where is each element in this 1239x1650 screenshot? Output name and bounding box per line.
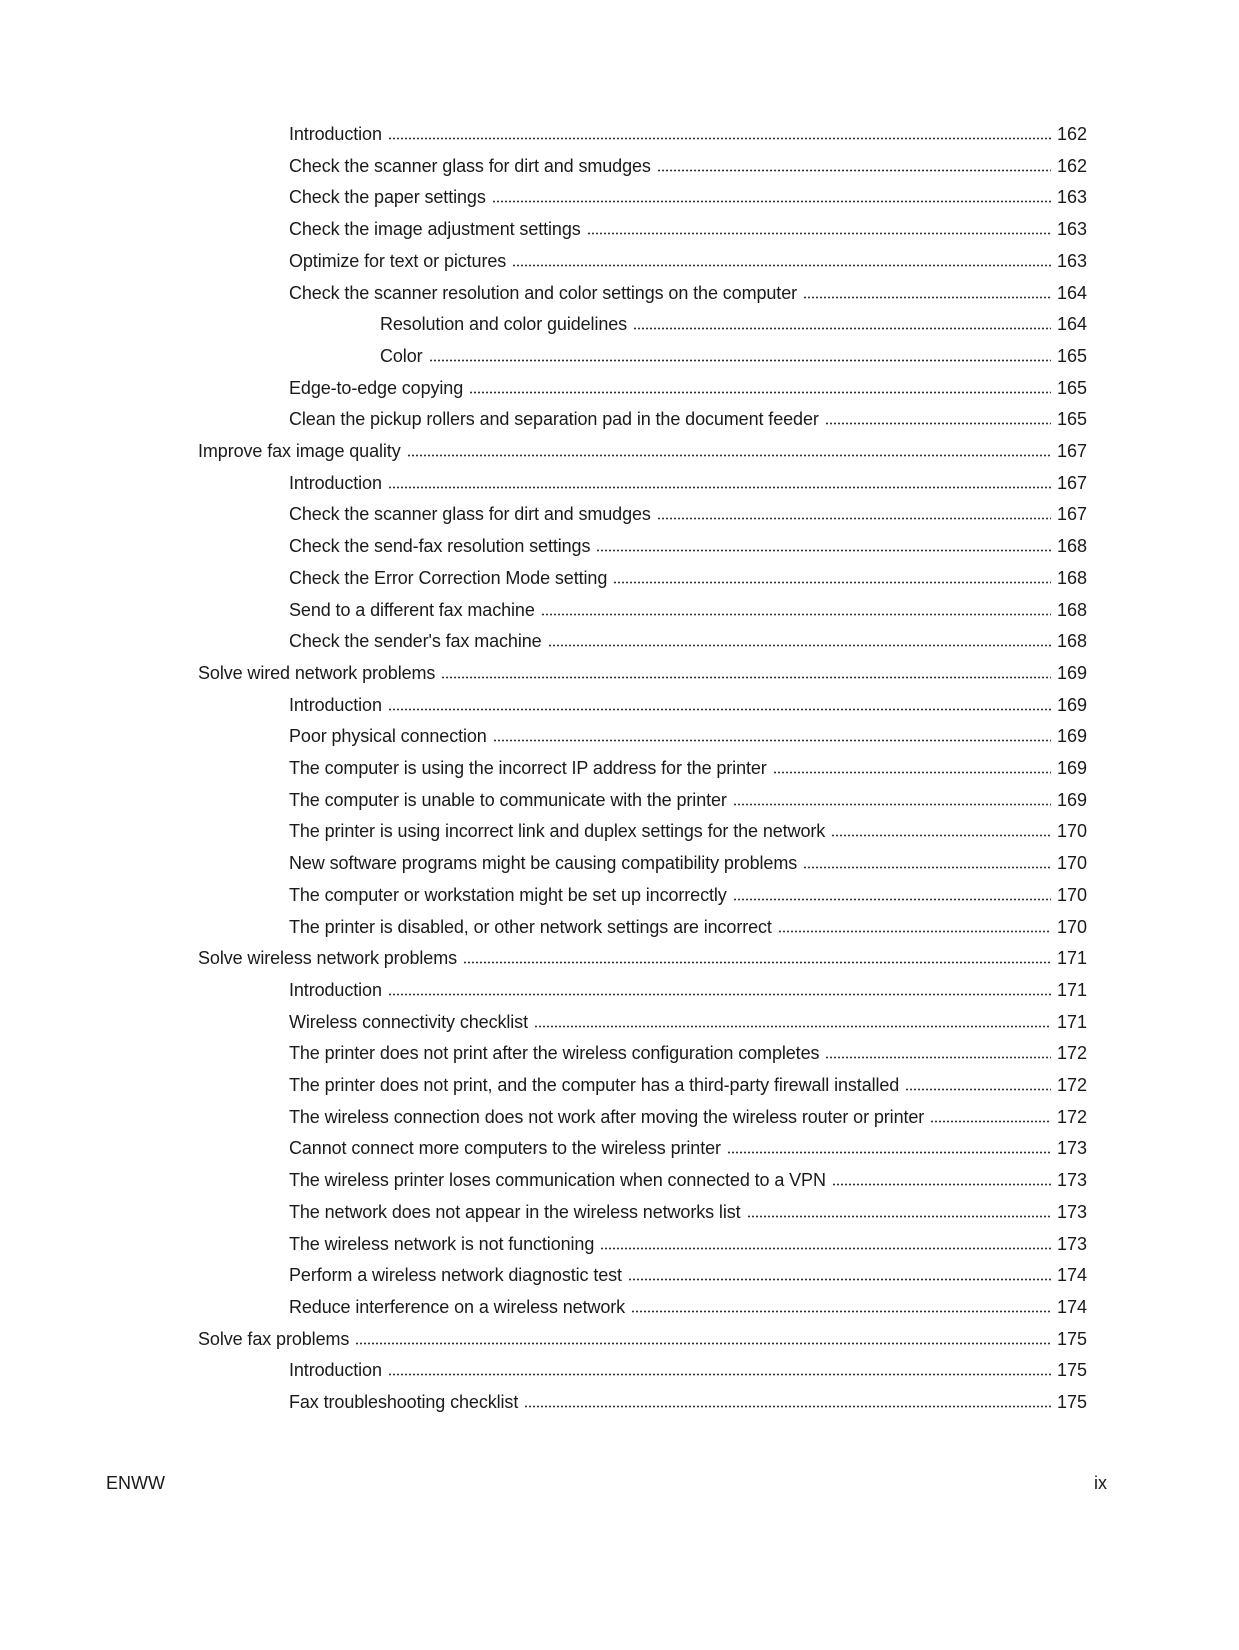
toc-entry[interactable] [289,1387,1087,1413]
toc-entry-page[interactable]: 170 [1056,821,1087,841]
toc-entry[interactable] [289,1070,1087,1096]
toc-entry-page[interactable]: 167 [1056,441,1087,461]
toc-entry[interactable] [289,626,1087,652]
toc-entry-page[interactable]: 174 [1056,1265,1087,1285]
toc-entry-title[interactable]: The wireless printer loses communication when connected to a VPN [289,1170,826,1190]
toc-entry[interactable] [289,499,1087,525]
toc-entry-page[interactable]: 167 [1056,473,1087,493]
toc-entry[interactable] [289,1197,1087,1223]
toc-entry-page[interactable]: 173 [1056,1202,1087,1222]
toc-entry[interactable] [198,943,1087,969]
toc-entry[interactable] [289,1229,1087,1255]
dot-leader [628,1278,1051,1281]
dot-leader [388,1373,1051,1376]
dot-leader [388,486,1051,489]
toc-entry[interactable] [289,1102,1087,1128]
toc-entry-title[interactable]: Check the send-fax resolution settings [289,536,591,556]
toc-entry[interactable] [289,721,1087,747]
dot-leader [512,264,1051,267]
dot-leader [905,1088,1051,1091]
toc-entry-title[interactable]: The network does not appear in the wireless networks list [289,1202,741,1222]
dot-leader [407,454,1051,457]
toc-entry-title[interactable]: New software programs might be causing compatibility problems [289,853,798,873]
dot-leader [355,1342,1051,1345]
toc-entry-title[interactable]: Solve fax problems [198,1329,350,1349]
toc-entry-page[interactable]: 169 [1056,726,1087,746]
dot-leader [633,327,1051,330]
toc-entry-title[interactable]: The wireless connection does not work after moving the wireless router or printer [289,1107,925,1127]
toc-entry-page[interactable]: 169 [1056,695,1087,715]
toc-entry[interactable] [289,246,1087,272]
toc-entry[interactable] [289,1355,1087,1381]
toc-entry-page[interactable]: 168 [1056,568,1087,588]
toc-entry-page[interactable]: 163 [1056,251,1087,271]
toc-entry-page[interactable]: 171 [1056,948,1087,968]
toc-entry-page[interactable]: 174 [1056,1297,1087,1317]
toc-entry-title[interactable]: Optimize for text or pictures [289,251,507,271]
toc-entry[interactable] [289,785,1087,811]
toc-entry[interactable] [289,278,1087,304]
toc-entry-page[interactable]: 165 [1056,378,1087,398]
dot-leader [441,676,1051,679]
dot-leader [825,422,1051,425]
dot-leader [541,613,1051,616]
toc-entry-page[interactable]: 172 [1056,1075,1087,1095]
dot-leader [613,581,1051,584]
toc-entry-page[interactable]: 164 [1056,283,1087,303]
toc-entry-title[interactable]: Check the sender's fax machine [289,631,542,651]
toc-entry-page[interactable]: 172 [1056,1043,1087,1063]
dot-leader [733,898,1051,901]
toc-entry[interactable] [289,1133,1087,1159]
toc-entry-page[interactable]: 167 [1056,504,1087,524]
dot-leader [657,517,1051,520]
toc-entry-title[interactable]: Clean the pickup rollers and separation pad in the document feeder [289,409,819,429]
toc-entry[interactable] [289,1007,1087,1033]
toc-entry-page[interactable]: 175 [1056,1392,1087,1412]
dot-leader [596,549,1051,552]
toc-entry[interactable] [289,563,1087,589]
toc-entry-page[interactable]: 162 [1056,124,1087,144]
toc-entry[interactable] [289,182,1087,208]
toc-entry-title[interactable]: Check the Error Correction Mode setting [289,568,608,588]
toc-entry[interactable] [289,214,1087,240]
toc-entry-page[interactable]: 163 [1056,187,1087,207]
toc-entry-page[interactable]: 168 [1056,536,1087,556]
toc-entry[interactable] [198,658,1087,684]
dot-leader [534,1025,1051,1028]
toc-entry[interactable] [380,341,1087,367]
toc-entry[interactable] [289,753,1087,779]
toc-entry-page[interactable]: 165 [1056,346,1087,366]
toc-entry-page[interactable]: 175 [1056,1360,1087,1380]
dot-leader [548,644,1051,647]
dot-leader [463,961,1051,964]
dot-leader [388,137,1051,140]
dot-leader [631,1310,1051,1313]
footer-doc-code: ENWW [106,1473,165,1493]
toc-entry-page[interactable]: 169 [1056,663,1087,683]
toc-entry[interactable] [289,1260,1087,1286]
toc-entry[interactable] [289,912,1087,938]
dot-leader [524,1405,1051,1408]
dot-leader [803,866,1051,869]
toc-entry-title[interactable]: Check the paper settings [289,187,486,207]
toc-entry[interactable] [289,690,1087,716]
toc-entry-page[interactable]: 163 [1056,219,1087,239]
dot-leader [733,803,1051,806]
toc-entry-page[interactable]: 168 [1056,631,1087,651]
toc-entry-title[interactable]: Check the scanner resolution and color settings on the computer [289,283,797,303]
dot-leader [429,359,1051,362]
dot-leader [778,930,1051,933]
toc-entry[interactable] [289,1165,1087,1191]
dot-leader [600,1247,1051,1250]
toc-entry[interactable] [289,975,1087,1001]
toc-entry-title[interactable]: The computer is unable to communicate with the printer [289,790,727,810]
toc-entry-title[interactable]: Send to a different fax machine [289,600,535,620]
toc-entry-title[interactable]: Introduction [289,1360,382,1380]
toc-entry[interactable] [289,880,1087,906]
toc-entry-title[interactable]: The computer is using the incorrect IP address for the printer [289,758,767,778]
toc-entry-title[interactable]: Reduce interference on a wireless network [289,1297,626,1317]
toc-entry-page[interactable]: 170 [1056,885,1087,905]
toc-entry-title[interactable]: Wireless connectivity checklist [289,1012,528,1032]
dot-leader [747,1215,1051,1218]
dot-leader [831,834,1051,837]
toc-entry[interactable] [289,595,1087,621]
toc-entry-title[interactable]: Cannot connect more computers to the wireless printer [289,1138,721,1158]
dot-leader [388,993,1051,996]
toc-entry[interactable] [289,1038,1087,1064]
toc-entry[interactable] [289,151,1087,177]
toc-entry-title[interactable]: Introduction [289,124,382,144]
dot-leader [657,169,1051,172]
dot-leader [930,1120,1051,1123]
toc-entry-page[interactable]: 168 [1056,600,1087,620]
toc-entry-title[interactable]: Introduction [289,473,382,493]
toc-entry-title[interactable]: The computer or workstation might be set up incorrectly [289,885,727,905]
dot-leader [832,1183,1051,1186]
dot-leader [493,739,1051,742]
toc-entry[interactable] [289,468,1087,494]
toc-entry[interactable] [289,848,1087,874]
dot-leader [587,232,1051,235]
toc-entry-title[interactable]: Perform a wireless network diagnostic test [289,1265,622,1285]
toc-entry-title[interactable]: Edge-to-edge copying [289,378,464,398]
toc-entry-title[interactable]: Fax troubleshooting checklist [289,1392,519,1412]
toc-entry[interactable] [380,309,1087,335]
toc-entry-title[interactable]: The printer is disabled, or other network settings are incorrect [289,917,772,937]
toc-entry-page[interactable]: 173 [1056,1170,1087,1190]
toc-entry-page[interactable]: 164 [1056,314,1087,334]
toc-entry-page[interactable]: 173 [1056,1234,1087,1254]
toc-entry-page[interactable]: 171 [1056,980,1087,1000]
toc-entry-page[interactable]: 170 [1056,917,1087,937]
toc-entry-title[interactable]: Solve wired network problems [198,663,436,683]
toc-entry-title[interactable]: Poor physical connection [289,726,487,746]
toc-entry-title[interactable]: The printer is using incorrect link and duplex settings for the network [289,821,826,841]
toc-entry-title[interactable]: Introduction [289,695,382,715]
toc-entry[interactable] [289,404,1087,430]
toc-entry-title[interactable]: Check the image adjustment settings [289,219,581,239]
dot-leader [388,708,1051,711]
toc-entry[interactable] [289,373,1087,399]
dot-leader [469,391,1051,394]
toc-entry-page[interactable]: 173 [1056,1138,1087,1158]
dot-leader [825,1056,1051,1059]
dot-leader [773,771,1051,774]
footer-page-number: ix [1094,1473,1107,1493]
toc-entry[interactable] [198,1324,1087,1350]
toc-entry-title[interactable]: The printer does not print, and the computer has a third-party firewall installed [289,1075,900,1095]
toc-entry-title[interactable]: Solve wireless network problems [198,948,457,968]
toc-entry-title[interactable]: Check the scanner glass for dirt and smudges [289,156,651,176]
toc-entry-title[interactable]: Introduction [289,980,382,1000]
toc-entry-title[interactable]: The printer does not print after the wireless configuration completes [289,1043,820,1063]
toc-entry-page[interactable]: 171 [1056,1012,1087,1032]
toc-entry[interactable] [289,1292,1087,1318]
toc-entry-title[interactable]: The wireless network is not functioning [289,1234,595,1254]
toc-entry-title[interactable]: Resolution and color guidelines [380,314,628,334]
dot-leader [727,1151,1051,1154]
toc-entry-page[interactable]: 172 [1056,1107,1087,1127]
toc-entry[interactable] [198,436,1087,462]
toc-entry[interactable] [289,531,1087,557]
toc-entry-page[interactable]: 169 [1056,790,1087,810]
toc-entry-title[interactable]: Check the scanner glass for dirt and smudges [289,504,651,524]
dot-leader [803,296,1051,299]
toc-entry[interactable] [289,119,1087,145]
toc-entry-title[interactable]: Color [380,346,423,366]
toc-entry-page[interactable]: 169 [1056,758,1087,778]
dot-leader [492,200,1051,203]
toc-entry-title[interactable]: Improve fax image quality [198,441,401,461]
toc-entry-page[interactable]: 170 [1056,853,1087,873]
toc-entry-page[interactable]: 165 [1056,409,1087,429]
toc-entry-page[interactable]: 162 [1056,156,1087,176]
toc-entry-page[interactable]: 175 [1056,1329,1087,1349]
toc-entry[interactable] [289,816,1087,842]
